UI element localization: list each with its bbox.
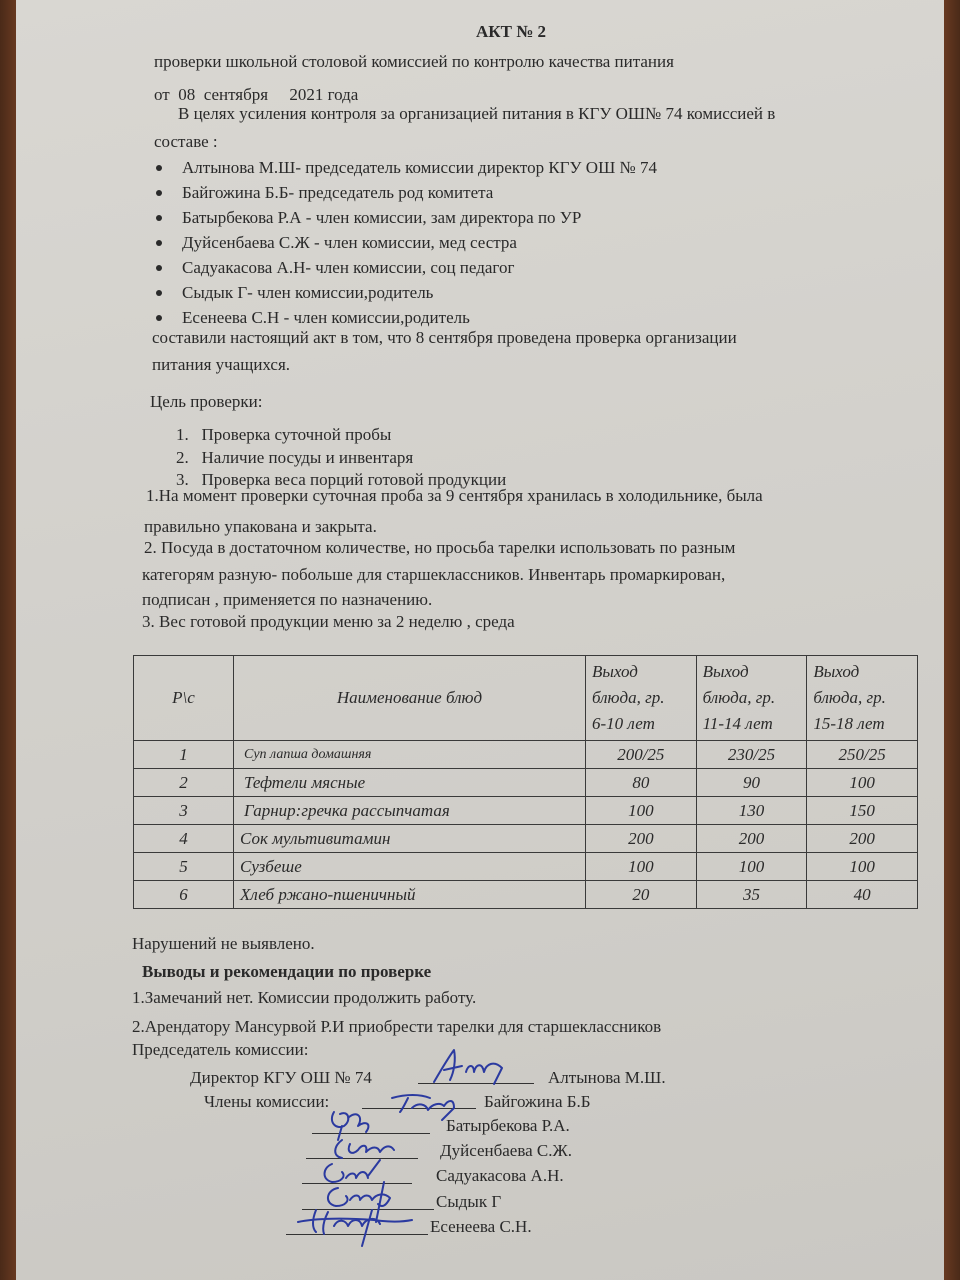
cell-value: 200 (807, 825, 918, 853)
cell-number: 5 (134, 853, 234, 881)
signature-line (302, 1209, 434, 1210)
cell-value: 35 (696, 881, 807, 909)
member-list-item (156, 158, 657, 178)
conclusion-line: 2.Арендатору Мансурвой Р.И приобрести тарелки для старшеклассников (132, 1017, 662, 1036)
bullet-icon (156, 315, 162, 321)
cell-value: 130 (696, 797, 807, 825)
cell-value: 200/25 (586, 741, 697, 769)
intro-text-line2: составе : (154, 132, 218, 151)
cell-value: 20 (586, 881, 697, 909)
intro-text-line1: В целях усиления контроля за организацией питания в КГУ ОШ№ 74 комиссией в (178, 104, 776, 123)
table-row (134, 741, 918, 769)
document-subtitle: проверки школьной столовой комиссией по контролю качества питания (154, 52, 674, 71)
header-line: 11-14 лет (702, 714, 773, 733)
member-text: Дуйсенбаева С.Ж - член комиссии, мед сестра (182, 233, 517, 252)
signatory-name: Батырбекова Р.А. (446, 1116, 570, 1135)
finding-line: 3. Вес готовой продукции меню за 2 неделю , среда (142, 612, 515, 631)
header-age-11-14 (696, 656, 807, 741)
table-row (134, 769, 918, 797)
goal-item (176, 448, 413, 468)
signatory-name: Байгожина Б.Б (484, 1092, 591, 1111)
member-text: Садуакасова А.Н- член комиссии, соц педагог (182, 258, 515, 277)
goal-item (176, 425, 391, 445)
header-line: Выход (702, 662, 749, 681)
desk-surface-right (942, 0, 960, 1280)
cell-number: 2 (134, 769, 234, 797)
cell-dish-name: Сузбеше (234, 853, 586, 881)
signatory-name: Сыдык Г (436, 1192, 502, 1211)
cell-number: 6 (134, 881, 234, 909)
goal-number: 1. (176, 425, 189, 444)
member-text: Сыдык Г- член комиссии,родитель (182, 283, 434, 302)
header-line: 15-18 лет (813, 714, 885, 733)
cell-value: 150 (807, 797, 918, 825)
portion-weight-table (133, 655, 918, 909)
cell-dish-name: Суп лапша домашняя (234, 741, 586, 769)
header-line: блюда, гр. (813, 688, 886, 707)
document-page (16, 0, 944, 1280)
document-date: от 08 сентября 2021 года (154, 85, 359, 104)
bullet-icon (156, 265, 162, 271)
statement-line2: питания учащихся. (152, 355, 291, 374)
bullet-icon (156, 240, 162, 246)
member-text: Батырбекова Р.А - член комиссии, зам директора по УР (182, 208, 582, 227)
cell-dish-name: Сок мультивитамин (234, 825, 586, 853)
members-label: Члены комиссии: (204, 1092, 330, 1111)
conclusion-line: 1.Замечаний нет. Комиссии продолжить работу. (132, 988, 477, 1007)
signature-line (286, 1234, 428, 1235)
signature-member-5 (328, 1182, 390, 1222)
table-row (134, 825, 918, 853)
member-list-item (156, 283, 433, 303)
cell-value: 80 (586, 769, 697, 797)
cell-dish-name: Гарнир:гречка рассыпчатая (234, 797, 586, 825)
signature-director (434, 1050, 502, 1084)
cell-value: 100 (586, 797, 697, 825)
header-age-6-10 (586, 656, 697, 741)
header-line: 6-10 лет (592, 714, 655, 733)
cell-value: 100 (696, 853, 807, 881)
signature-member-3 (335, 1140, 394, 1158)
signatory-name: Дуйсенбаева С.Ж. (440, 1141, 572, 1160)
cell-value: 230/25 (696, 741, 807, 769)
signatory-name: Садуакасова А.Н. (436, 1166, 564, 1185)
member-list-item (156, 208, 581, 228)
goal-number: 3. (176, 470, 189, 489)
cell-value: 200 (696, 825, 807, 853)
cell-dish-name: Тефтели мясные (234, 769, 586, 797)
signature-line (418, 1083, 534, 1084)
signature-line (302, 1183, 412, 1184)
cell-value: 90 (696, 769, 807, 797)
cell-value: 100 (586, 853, 697, 881)
header-number: Р\с (134, 656, 234, 741)
goal-heading: Цель проверки: (150, 392, 263, 411)
member-list-item (156, 308, 470, 328)
goal-text: Проверка суточной пробы (201, 425, 392, 444)
table-row (134, 797, 918, 825)
signature-member-6 (298, 1210, 412, 1246)
member-list-item (156, 233, 517, 253)
member-text: Алтынова М.Ш- председатель комиссии директор КГУ ОШ № 74 (182, 158, 657, 177)
table-header-row (134, 656, 918, 741)
signatory-name: Есенеева С.Н. (430, 1217, 532, 1236)
header-age-15-18 (807, 656, 918, 741)
signature-line (312, 1133, 430, 1134)
cell-number: 4 (134, 825, 234, 853)
bullet-icon (156, 190, 162, 196)
cell-number: 3 (134, 797, 234, 825)
director-name: Алтынова М.Ш. (548, 1068, 666, 1087)
conclusions-heading: Выводы и рекомендации по проверке (142, 962, 432, 981)
statement-line1: составили настоящий акт в том, что 8 сентября проведена проверка организации (152, 328, 737, 347)
bullet-icon (156, 290, 162, 296)
finding-line: 2. Посуда в достаточном количестве, но просьба тарелки использовать по разным (144, 538, 736, 557)
bullet-icon (156, 165, 162, 171)
no-violations-text: Нарушений не выявлено. (132, 934, 315, 953)
finding-line: правильно упакована и закрыта. (144, 517, 377, 536)
member-list-item (156, 258, 514, 278)
director-label: Директор КГУ ОШ № 74 (190, 1068, 372, 1087)
signature-line (306, 1158, 418, 1159)
table-row (134, 881, 918, 909)
chair-label: Председатель комиссии: (132, 1040, 309, 1059)
bullet-icon (156, 215, 162, 221)
cell-dish-name: Хлеб ржано-пшеничный (234, 881, 586, 909)
header-line: блюда, гр. (702, 688, 776, 707)
header-line: блюда, гр. (592, 688, 665, 707)
member-text: Есенеева С.Н - член комиссии,родитель (182, 308, 470, 327)
signature-member-4 (325, 1160, 381, 1182)
cell-value: 200 (586, 825, 697, 853)
cell-value: 250/25 (807, 741, 918, 769)
goal-text: Проверка веса порций готовой продукции (201, 470, 507, 489)
cell-value: 40 (807, 881, 918, 909)
header-dish-name: Наименование блюд (234, 656, 586, 741)
finding-line: подписан , применяется по назначению. (142, 590, 433, 609)
signature-member-2 (332, 1112, 369, 1140)
signature-line (362, 1108, 476, 1109)
document-title: АКТ № 2 (476, 22, 547, 41)
member-text: Байгожина Б.Б- председатель род комитета (182, 183, 494, 202)
header-line: Выход (592, 662, 638, 681)
table-row (134, 853, 918, 881)
cell-value: 100 (807, 769, 918, 797)
finding-line: 1.На момент проверки суточная проба за 9 сентября хранилась в холодильнике, была (146, 486, 763, 505)
member-list-item (156, 183, 493, 203)
goal-number: 2. (176, 448, 189, 467)
cell-value: 100 (807, 853, 918, 881)
cell-number: 1 (134, 741, 234, 769)
finding-line: категорям разную- побольше для старшеклассников. Инвентарь промаркирован, (142, 565, 726, 584)
header-line: Выход (813, 662, 860, 681)
goal-text: Наличие посуды и инвентаря (201, 448, 414, 467)
